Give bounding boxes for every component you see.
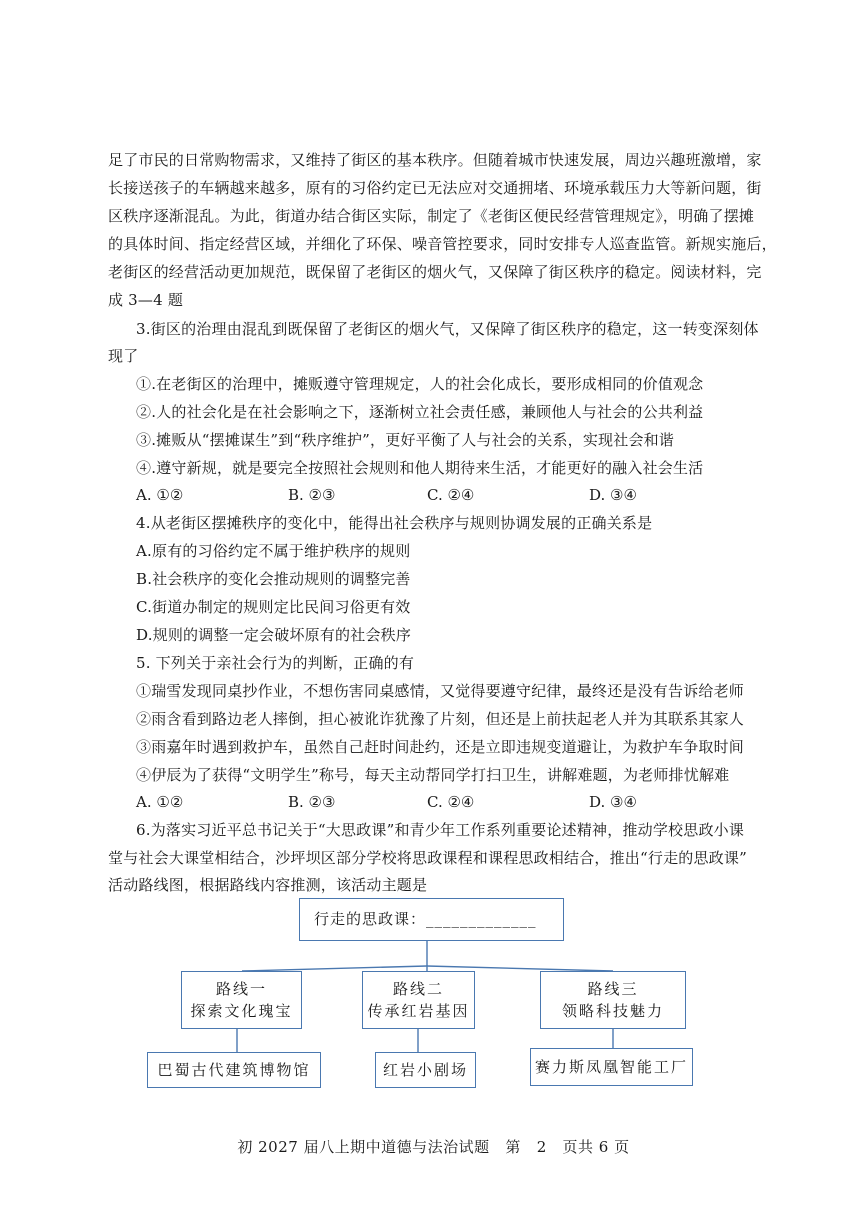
statement-item: ④伊辰为了获得“文明学生”称号，每天主动帮同学打扫卫生，讲解难题，为老师排忧解难 (136, 766, 730, 784)
place-name: 巴蜀古代建筑博物馆 (157, 1061, 311, 1079)
route-box-2 (362, 971, 475, 1029)
statement-item: ①瑞雪发现同桌抄作业，不想伤害同桌感情，又觉得要遵守纪律，最终还是没有告诉给老师 (136, 682, 745, 700)
question-stem: 6.为落实习近平总书记关于“大思政课”和青少年工作系列重要论述精神，推动学校思政小课 (136, 821, 745, 839)
statement-item: ①.在老街区的治理中，摊贩遵守管理规定，人的社会化成长，要形成相同的价值观念 (136, 375, 704, 393)
option-d: D. ③④ (589, 486, 637, 504)
passage-line: 长接送孩子的车辆越来越多，原有的习俗约定已无法应对交通拥堵、环境承载压力大等新问题，街 (108, 179, 762, 197)
option-c: C.街道办制定的规则定比民间习俗更有效 (136, 598, 411, 616)
passage-line: 成 3—4 题 (108, 291, 184, 309)
page-footer: 初 2027 届八上期中道德与法治试题 第 2 页共 6 页 (237, 1138, 630, 1156)
diagram-title-box (299, 898, 564, 941)
option-a: A.原有的习俗约定不属于维护秩序的规则 (136, 542, 411, 560)
place-name: 红岩小剧场 (382, 1061, 468, 1079)
question-stem: 现了 (108, 347, 139, 365)
route-box-1 (181, 971, 302, 1029)
passage-line: 的具体时间、指定经营区域，并细化了环保、噪音管控要求，同时安排专人巡查监管。新规实施后， (108, 235, 777, 253)
place-box-3 (530, 1048, 693, 1086)
route-theme: 传承红岩基因 (367, 1002, 470, 1020)
route-theme: 探索文化瑰宝 (190, 1002, 293, 1020)
statement-item: ③.摊贩从“摆摊谋生”到“秩序维护”，更好平衡了人与社会的关系，实现社会和谐 (136, 431, 675, 449)
option-b: B.社会秩序的变化会推动规则的调整完善 (136, 570, 411, 588)
option-a: A. ①② (136, 793, 184, 811)
route-theme: 领略科技魅力 (561, 1002, 664, 1020)
option-a: A. ①② (136, 486, 184, 504)
route-name: 路线二 (392, 980, 444, 998)
question-stem: 5. 下列关于亲社会行为的判断，正确的有 (136, 654, 415, 672)
option-b: B. ②③ (288, 486, 336, 504)
place-box-1 (147, 1052, 321, 1088)
question-stem: 3.街区的治理由混乱到既保留了老街区的烟火气，又保障了街区秩序的稳定，这一转变深刻体 (136, 320, 759, 338)
option-d: D.规则的调整一定会破坏原有的社会秩序 (136, 626, 412, 644)
place-box-2 (375, 1052, 476, 1088)
statement-item: ③雨嘉年时遇到救护车，虽然自己赶时间赴约，还是立即违规变道避让，为救护车争取时间 (136, 738, 745, 756)
statement-item: ②.人的社会化是在社会影响之下，逐渐树立社会责任感，兼顾他人与社会的公共利益 (136, 403, 704, 421)
question-stem: 4.从老街区摆摊秩序的变化中，能得出社会秩序与规则协调发展的正确关系是 (136, 514, 653, 532)
answer-blank: _____________ (426, 910, 537, 928)
route-name: 路线一 (215, 980, 267, 998)
option-d: D. ③④ (589, 793, 637, 811)
statement-item: ④.遵守新规，就是要完全按照社会规则和他人期待来生活，才能更好的融入社会生活 (136, 459, 704, 477)
question-stem: 堂与社会大课堂相结合，沙坪坝区部分学校将思政课程和课程思政相结合，推出“行走的思政课” (108, 849, 747, 867)
option-b: B. ②③ (288, 793, 336, 811)
passage-line: 足了市民的日常购物需求，又维持了街区的基本秩序。但随着城市快速发展，周边兴趣班激增，家 (108, 151, 762, 169)
question-stem: 活动路线图，根据路线内容推测，该活动主题是 (108, 876, 428, 894)
statement-item: ②雨含看到路边老人摔倒，担心被讹诈犹豫了片刻，但还是上前扶起老人并为其联系其家人 (136, 710, 745, 728)
passage-line: 老街区的经营活动更加规范，既保留了老街区的烟火气，又保障了街区秩序的稳定。阅读材料，完 (108, 263, 762, 281)
option-c: C. ②④ (427, 793, 475, 811)
diagram-title: 行走的思政课： (314, 910, 427, 928)
route-name: 路线三 (587, 980, 639, 998)
route-box-3 (540, 971, 686, 1029)
passage-line: 区秩序逐渐混乱。为此，街道办结合街区实际，制定了《老街区便民经营管理规定》，明确了摆摊 (108, 207, 755, 225)
option-c: C. ②④ (427, 486, 475, 504)
place-name: 赛力斯凤凰智能工厂 (534, 1058, 688, 1076)
